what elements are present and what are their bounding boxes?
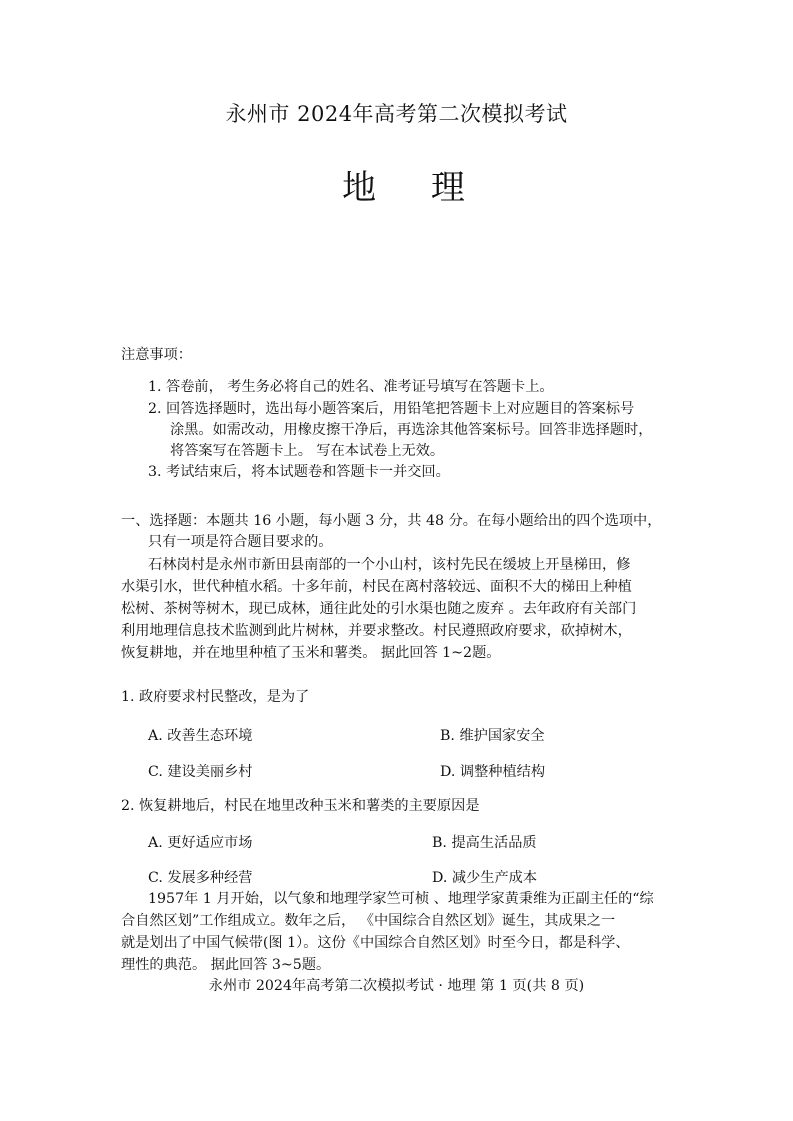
question-1-option-d: D. 调整种植结构 xyxy=(440,764,546,780)
notes-item-3: 3. 考试结束后，将本试题卷和答题卡一并交回。 xyxy=(148,464,450,480)
notes-item-2-line-1: 2. 回答选择题时，选出每小题答案后，用铅笔把答题卡上对应题目的答案标号 xyxy=(148,401,635,417)
question-2-option-a: A. 更好适应市场 xyxy=(148,835,253,851)
question-2-option-d: D. 减少生产成本 xyxy=(432,870,538,886)
section-1-heading-line-2: 只有一项是符合题目要求的。 xyxy=(148,534,333,550)
passage-1-line-2: 水渠引水，世代种植水稻。十多年前，村民在离村落较远、面积不大的梯田上种植 xyxy=(121,579,632,595)
passage-1-line-4: 利用地理信息技术监测到此片树林，并要求整改。村民遵照政府要求，砍掉树木， xyxy=(121,623,632,639)
exam-title: 永州市 2024年高考第二次模拟考试 xyxy=(225,102,568,126)
section-1-heading: 一、选择题：本题共 16 小题，每小题 3 分，共 48 分。在每小题给出的四个选项中， xyxy=(121,513,662,529)
notes-heading: 注意事项： xyxy=(121,347,192,363)
notes-item-2-line-3: 将答案写在答题卡上。 写在本试卷上无效。 xyxy=(170,443,445,459)
passage-2-line-3: 就是划出了中国气候带(图 1）。这份《中国综合自然区划》时至今日，都是科学、 xyxy=(121,935,630,951)
question-2-option-c: C. 发展多种经营 xyxy=(148,870,253,886)
passage-2-line-4: 理性的典范。 据此回答 3~5题。 xyxy=(121,957,331,973)
question-2-option-b: B. 提高生活品质 xyxy=(432,835,537,851)
question-1-option-b: B. 维护国家安全 xyxy=(440,728,545,744)
question-1-stem: 1. 政府要求村民整改，是为了 xyxy=(121,689,310,705)
passage-2-line-2: 合自然区划”工作组成立。数年之后， 《中国综合自然区划》诞生，其成果之一 xyxy=(121,913,616,929)
passage-1-line-1: 石林岗村是永州市新田县南部的一个小山村，该村先民在缓坡上开垦梯田，修 xyxy=(148,557,631,573)
question-1-option-c: C. 建设美丽乡村 xyxy=(148,764,253,780)
subject-title: 地 理 xyxy=(342,168,487,208)
page-footer: 永州市 2024年高考第二次模拟考试 · 地理 第 1 页(共 8 页) xyxy=(208,978,585,994)
question-1-option-a: A. 改善生态环境 xyxy=(148,728,253,744)
question-2-stem: 2. 恢复耕地后，村民在地里改种玉米和薯类的主要原因是 xyxy=(121,798,480,814)
passage-2-line-1: 1957年 1 月开始，以气象和地理学家竺可桢 、地理学家黄秉维为正副主任的“综 xyxy=(148,891,654,907)
passage-1-line-3: 松树、茶树等树木，现已成林，通往此处的引水渠也随之废弃 。去年政府有关部门 xyxy=(121,601,637,617)
notes-item-1: 1. 答卷前， 考生务必将自己的姓名、准考证号填写在答题卡上。 xyxy=(148,379,554,395)
notes-item-2-line-2: 涂黑。如需改动，用橡皮擦干净后，再选涂其他答案标号。回答非选择题时， xyxy=(170,422,653,438)
passage-1-line-5: 恢复耕地，并在地里种植了玉米和薯类。 据此回答 1~2题。 xyxy=(121,645,501,661)
